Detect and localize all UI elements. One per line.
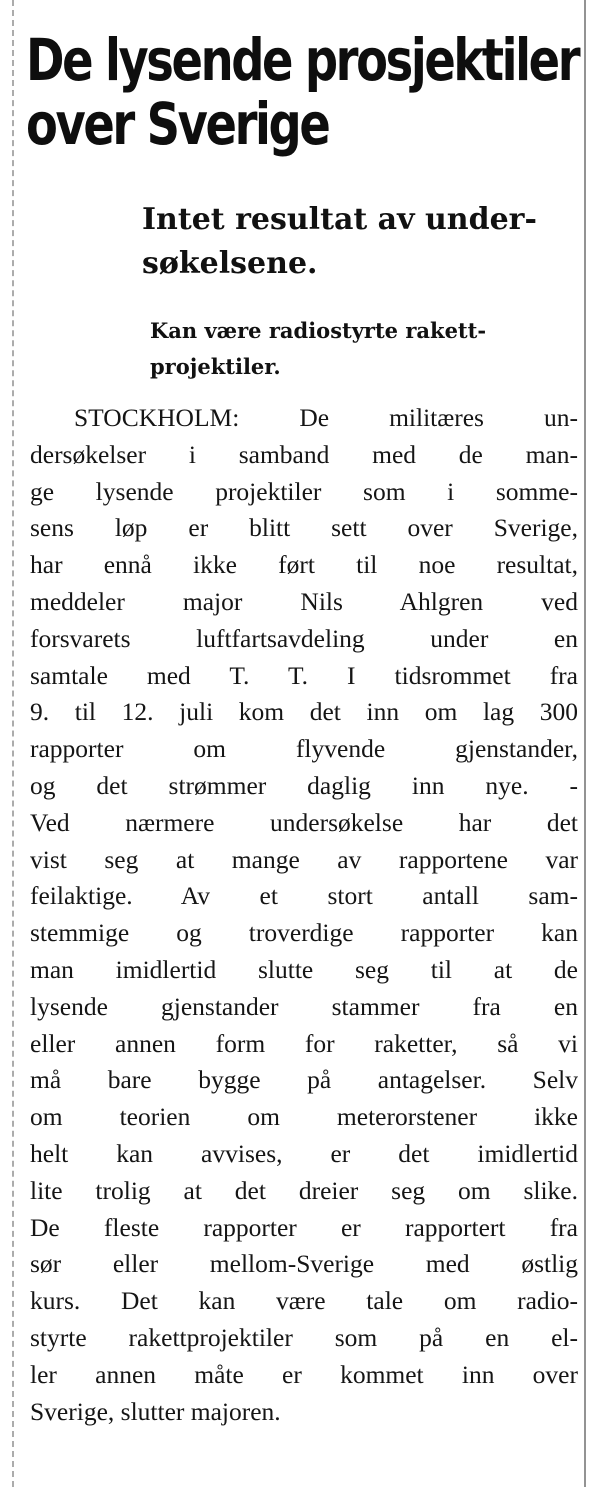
body-line: vist seg at mange av rapportene var [30,844,578,874]
body-line: man imidlertid slutte seg til at de [30,954,578,984]
body-line: feilaktige. Av et stort antall sam- [30,881,578,911]
secondary-subheading [150,313,580,385]
body-line: sør eller mellom-Sverige med østlig [30,1249,578,1279]
body-line: ge lysende projektiler som i sommе- [30,476,578,506]
headline-line-1: De lysende prosjektiler [26,26,579,94]
body-line: Ved nærmere undersøkelse har det [30,807,578,837]
headline-line-2: over Sverige [26,90,329,158]
body-line: eller annen form for raketter, så vi [30,1028,578,1058]
body-line: 9. til 12. juli kom det inn om lag 300 [30,697,578,727]
headline [26,26,579,158]
body-line: De fleste rapporter er rapportert fra [30,1212,578,1242]
body-line: STOCKHOLM: De militæres un- [74,403,578,432]
body-line: dersøkelser i samband med de man- [30,439,578,469]
body-line: lite trolig at det dreier seg om slike. [30,1175,578,1205]
subheading-line-1: Intet resultat av under- [142,202,537,237]
body-line: om teorien om meterorstener ikke [30,1102,578,1132]
body-line: helt kan avvises, er det imidlertid [30,1138,578,1168]
body-line: forsvarets luftfartsavdeling under en [30,623,578,653]
body-line: og det strømmer daglig inn nye. - [30,770,578,800]
body-line: kurs. Det kan være tale om radio- [30,1286,578,1316]
article-body [30,400,578,1430]
body-line: må bare bygge på antagelser. Selv [30,1065,578,1095]
body-line: rapporter om flyvende gjenstander, [30,734,578,764]
body-line: lysende gjenstander stammer fra en [30,991,578,1021]
body-line: meddeler major Nils Ahlgren ved [30,586,578,616]
body-line: ler annen måte er kommet inn over [30,1359,578,1389]
left-column-rule [12,0,14,1487]
body-line: har ennå ikke ført til noe resultat, [30,550,578,580]
body-line: styrte rakettprojektiler som på en el- [30,1322,578,1352]
secondary-subheading-line-1: Kan være radiostyrte rakett- [150,318,487,343]
body-line: samtale med T. T. I tidsrommet fra [30,660,578,690]
body-line: sens løp er blitt sett over Sverige, [30,513,578,543]
secondary-subheading-line-2: projektiler. [150,354,281,379]
right-column-rule [584,0,586,1487]
subheading [142,198,562,286]
body-line: stemmige og troverdige rapporter kan [30,918,578,948]
subheading-line-2: søkelsene. [142,246,318,281]
body-line: Sverige, slutter majoren. [30,1396,281,1426]
